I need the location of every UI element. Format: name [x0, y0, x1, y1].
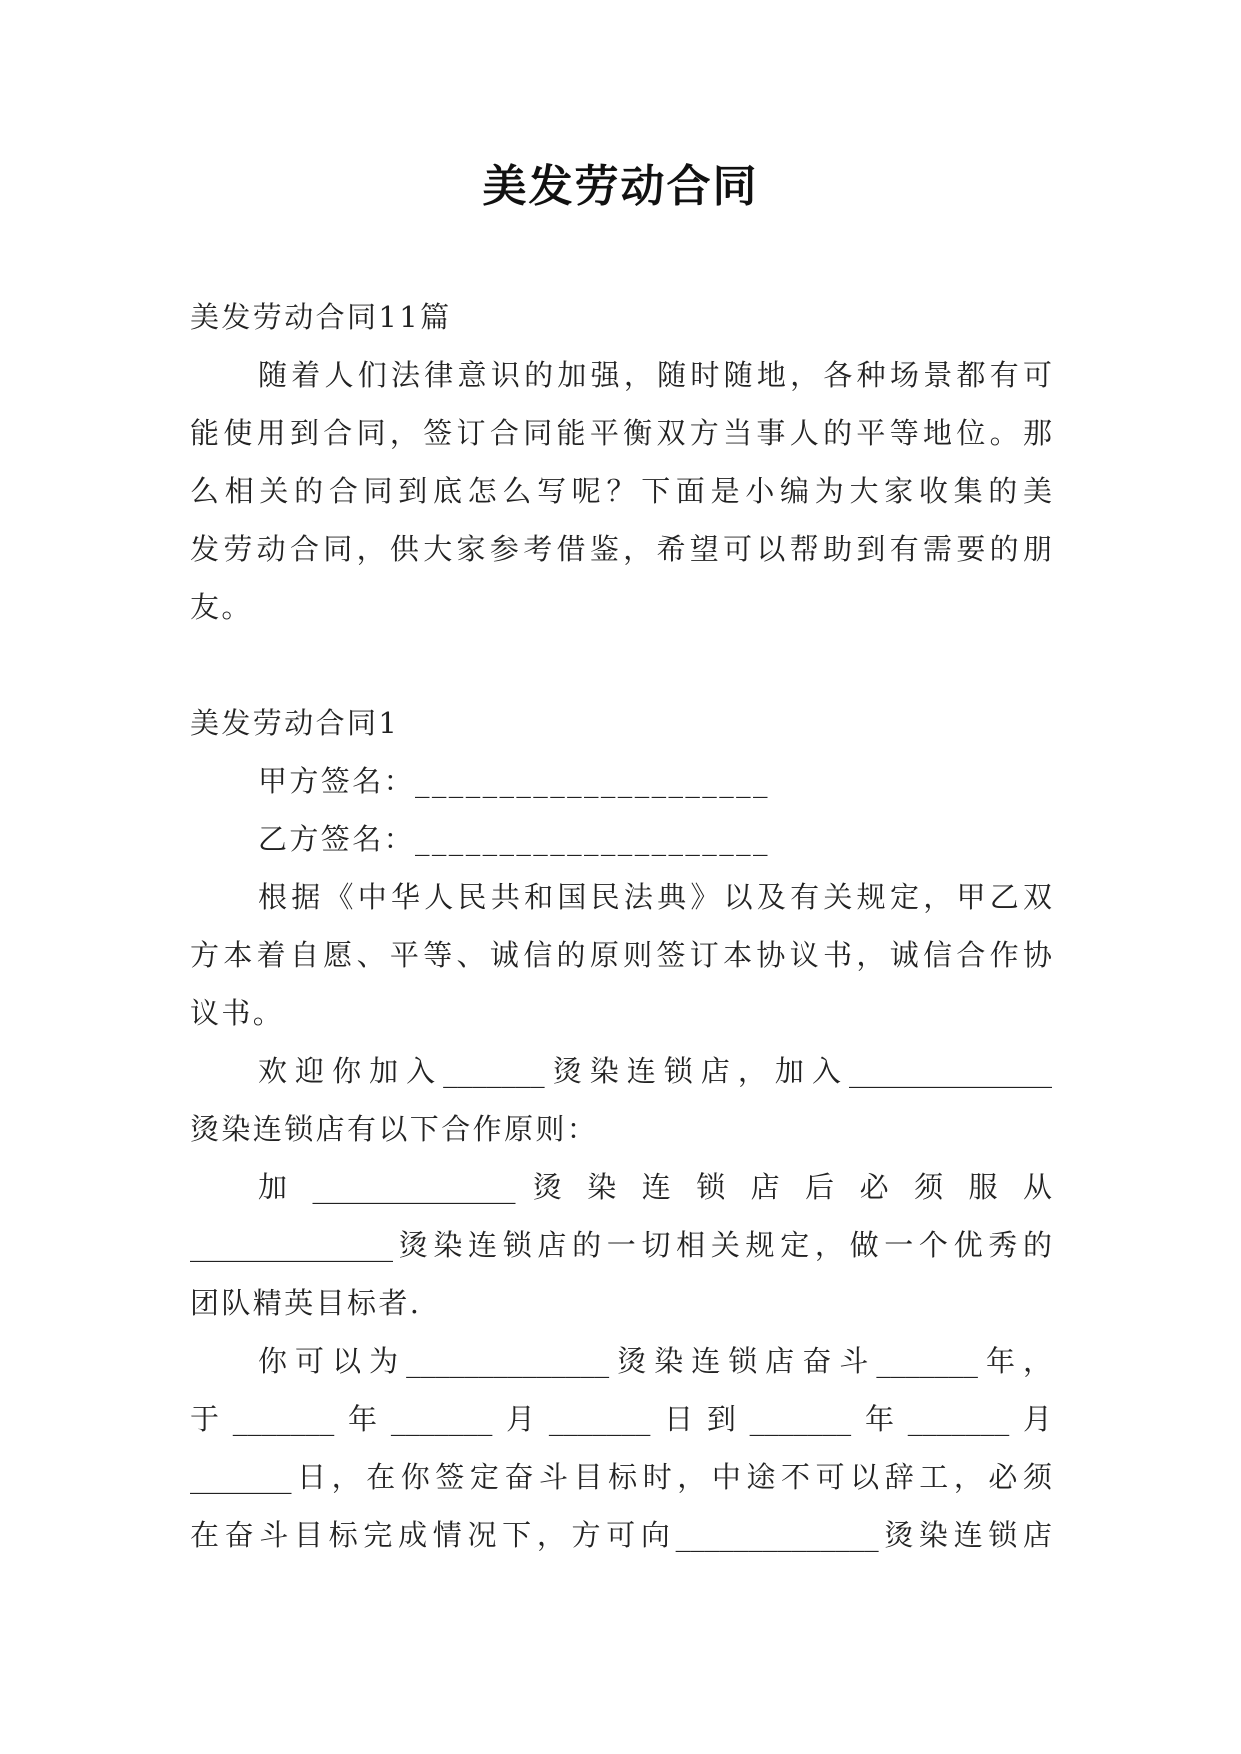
- spacer: [190, 636, 1052, 694]
- party-b-signature: 乙方签名：_____________________: [258, 822, 770, 856]
- document-body: [190, 288, 1052, 1564]
- intro-line: 么相关的合同到底怎么写呢？下面是小编为大家收集的美: [190, 474, 1052, 508]
- intro-line: 能使用到合同，签订合同能平衡双方当事人的平等地位。那: [190, 416, 1052, 450]
- paragraph-line: 烫染连锁店有以下合作原则：: [190, 1112, 599, 1146]
- section-heading: 美发劳动合同1: [190, 706, 400, 740]
- paragraph-line: 欢迎你加入_______烫染连锁店，加入______________: [258, 1054, 1052, 1088]
- paragraph-line: 方本着自愿、平等、诚信的原则签订本协议书，诚信合作协: [190, 938, 1052, 972]
- paragraph-line: 加 ______________ 烫 染 连 锁 店 后 必 须 服 从: [258, 1170, 1052, 1204]
- paragraph-line: 于_______年_______月_______日到_______年_______月: [190, 1402, 1052, 1436]
- document-title: 美发劳动合同: [482, 161, 759, 212]
- party-a-signature: 甲方签名：_____________________: [258, 764, 770, 798]
- paragraph-line: 根据《中华人民共和国民法典》以及有关规定，甲乙双: [258, 880, 1052, 914]
- intro-line: 随着人们法律意识的加强，随时随地，各种场景都有可: [258, 358, 1052, 392]
- document-subtitle: 美发劳动合同11篇: [190, 300, 452, 334]
- paragraph-line: ______________烫染连锁店的一切相关规定，做一个优秀的: [190, 1228, 1052, 1262]
- paragraph-line: 团队精英目标者.: [190, 1286, 422, 1320]
- intro-line: 友。: [190, 590, 253, 624]
- paragraph-line: 议书。: [190, 996, 285, 1030]
- paragraph-line: 你可以为______________烫染连锁店奋斗_______年，: [258, 1344, 1052, 1378]
- paragraph-line: _______日，在你签定奋斗目标时，中途不可以辞工，必须: [190, 1460, 1052, 1494]
- paragraph-line: 在奋斗目标完成情况下，方可向______________烫染连锁店: [190, 1518, 1052, 1552]
- intro-line: 发劳动合同，供大家参考借鉴，希望可以帮助到有需要的朋: [190, 532, 1052, 566]
